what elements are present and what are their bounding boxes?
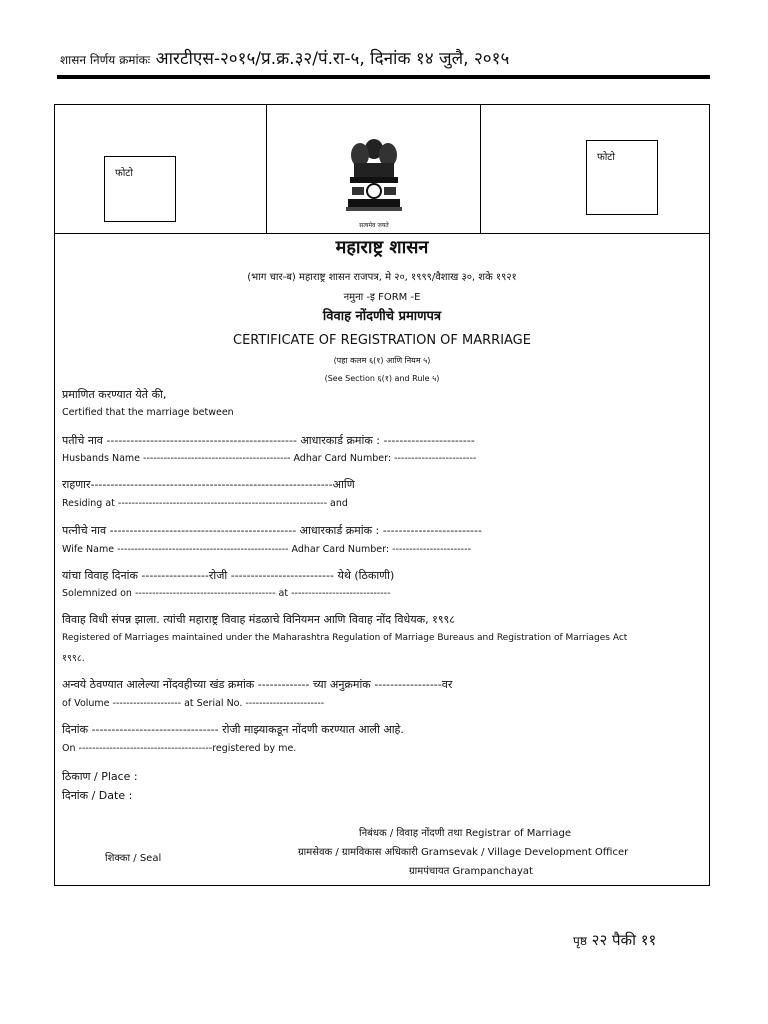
certificate-title-mr: विवाह नोंदणीचे प्रमाणपत्र [322, 309, 442, 324]
gazette-line: (भाग चार-ब) महाराष्ट्र शासन राजपत्र, मे २०, १९९९/वैशाख ३०, शके १९२१ [247, 272, 517, 283]
reg-date-en: On ---------------------------------------registered by me. [62, 743, 297, 754]
header-reference [60, 46, 509, 69]
page-count: २२ पैकी ११ [591, 931, 657, 949]
gramsevak-line: ग्रामसेवक / ग्रामविकास अधिकारी Gramsevak / Village Development Officer [298, 847, 629, 858]
place-label: ठिकाण / Place : [62, 770, 138, 783]
ashoka-emblem-icon [342, 133, 406, 223]
certified-mr: प्रमाणित करण्यात येते की, [62, 388, 167, 401]
residing-en: Residing at ------------------------------------------------------------- and [62, 498, 348, 509]
wife-name-en: Wife Name -------------------------------------------------- Adhar Card Number: ----------------------- [62, 544, 471, 555]
emblem-cell [267, 105, 481, 233]
certificate-title-en: CERTIFICATE OF REGISTRATION OF MARRIAGE [233, 333, 531, 348]
page-number [573, 930, 656, 950]
registrar-line: निबंधक / विवाह नोंदणी तथा Registrar of Marriage [359, 828, 571, 839]
left-photo-cell [55, 105, 267, 233]
husband-name-mr: पतीचे नाव ------------------------------------------------ आधारकार्ड क्रमांक : ----------------------- [62, 434, 475, 447]
right-photo-cell [481, 105, 709, 233]
reg-date-mr: दिनांक -------------------------------- रोजी माझ्याकडून नोंदणी करण्यात आली आहे. [62, 723, 404, 736]
emblem-motto: सत्यमेव जयते [359, 222, 389, 229]
volume-mr: अन्वये ठेवण्यात आलेल्या नोंदवहीच्या खंड क्रमांक ------------- च्या अनुक्रमांक -----------------वर [62, 678, 453, 691]
certified-en: Certified that the marriage between [62, 407, 234, 418]
act-mr: विवाह विधी संपन्न झाला. त्यांची महाराष्ट्र विवाह मंडळाचे विनियमन आणि विवाह नोंद विधेयक, १९९८ [62, 613, 455, 626]
left-photo-box [104, 156, 176, 222]
header-prefix: शासन निर्णय क्रमांकः [60, 53, 151, 67]
husband-name-en: Husbands Name ------------------------------------------- Adhar Card Number: ------------------------ [62, 453, 477, 464]
header-ref: आरटीएस-२०१५/प्र.क्र.३२/पं.रा-५, दिनांक १४ जुलै, २०१५ [155, 49, 510, 69]
section-ref-en: (See Section ६(१) and Rule ५) [324, 374, 440, 383]
grampanchayat-line: ग्रामपंचायत Grampanchayat [409, 866, 533, 877]
right-photo-box [586, 140, 658, 215]
solemnized-en: Solemnized on ----------------------------------------- at ----------------------------- [62, 588, 391, 599]
header-rule [57, 75, 710, 79]
solemnized-mr: यांचा विवाह दिनांक -----------------रोजी -------------------------- येथे (ठिकाणी) [62, 569, 395, 582]
wife-name-mr: पत्नीचे नाव ----------------------------------------------- आधारकार्ड क्रमांक : ------------------------- [62, 524, 482, 537]
volume-en: of Volume -------------------- at Serial No. ----------------------- [62, 698, 325, 709]
section-ref-mr: (पहा कलम ६(१) आणि नियम ५) [333, 356, 431, 365]
act-en: Registered of Marriages maintained under the Maharashtra Regulation of Marriage Bureaus and Registration of Marriages Act [62, 633, 628, 643]
date-label: दिनांक / Date : [62, 789, 133, 802]
seal-label: शिक्का / Seal [105, 853, 162, 864]
form-number: नमुना -इ FORM -E [343, 292, 421, 303]
page-prefix: पृष्ठ [573, 934, 587, 948]
govt-title: महाराष्ट्र शासन [335, 237, 429, 258]
photo-row [55, 105, 709, 234]
act-year: १९९८. [62, 653, 85, 664]
left-photo-label: फोटो [115, 168, 133, 179]
right-photo-label: फोटो [597, 152, 615, 163]
certificate-frame [54, 104, 710, 886]
residing-mr: राहणार-------------------------------------------------------------आणि [62, 478, 355, 491]
